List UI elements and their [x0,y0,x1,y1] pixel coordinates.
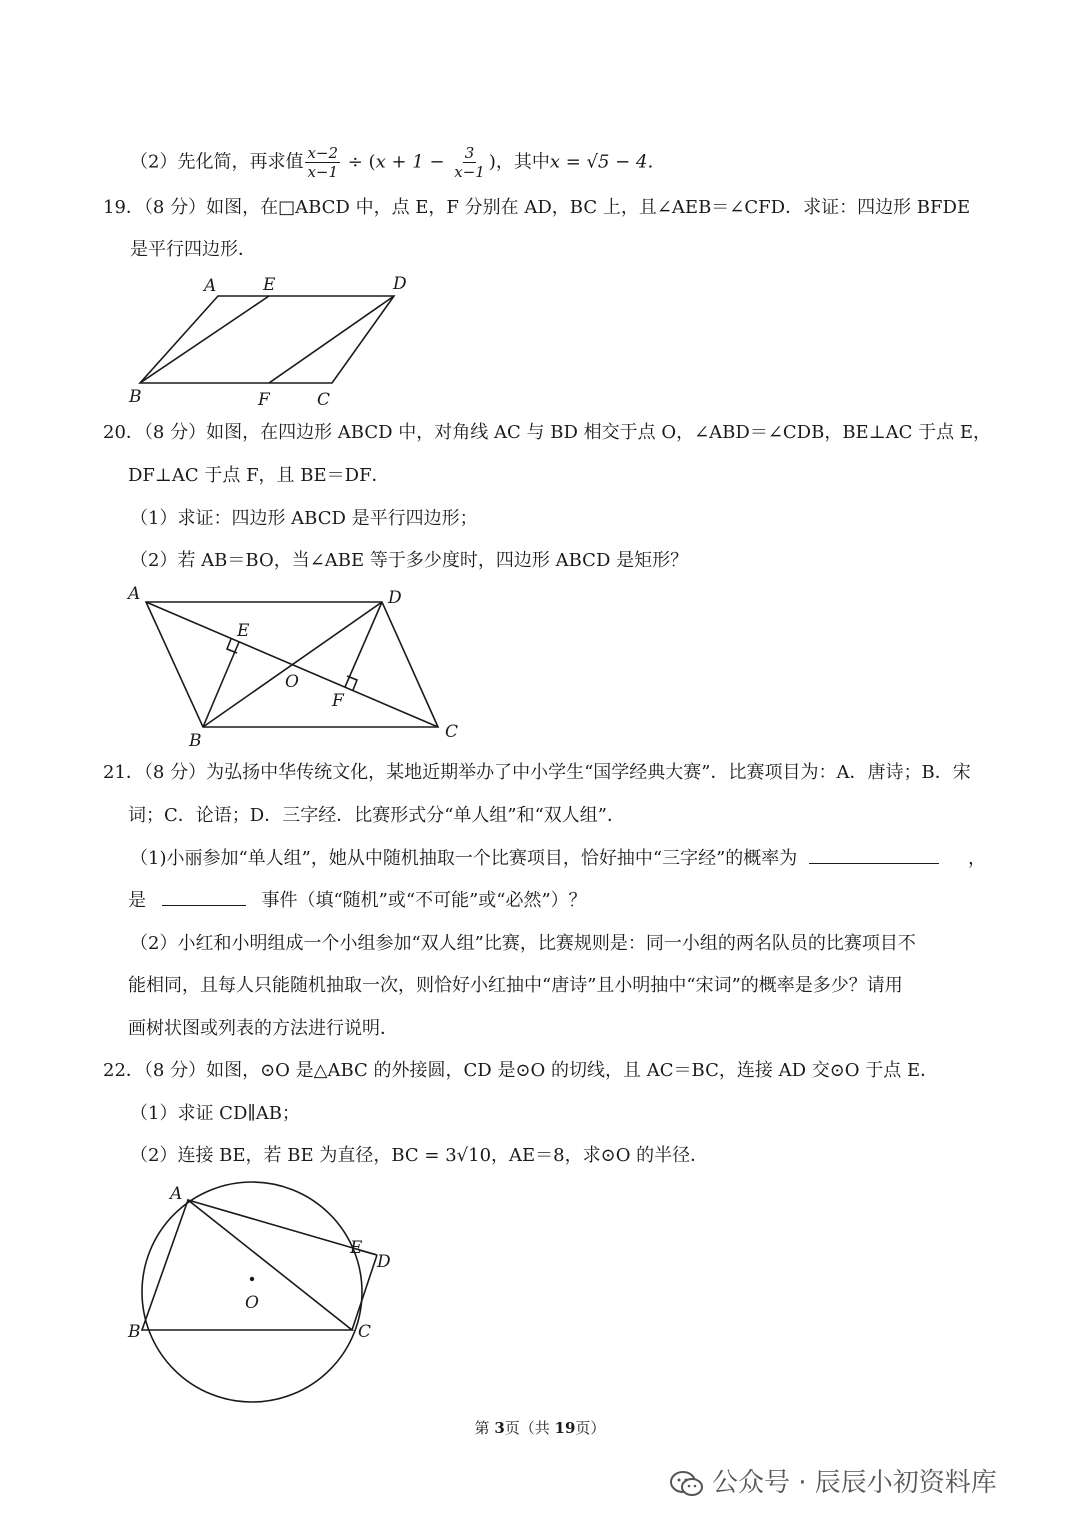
watermark-text: 公众号 · 辰辰小初资料库 [712,1468,997,1498]
label-e: E [237,621,250,641]
label-d: D [393,274,407,294]
label-a: A [204,276,217,296]
label-e: E [263,275,276,295]
q21-line3: （1)小丽参加“单人组”，她从中随机抽取一个比赛项目，恰好抽中“三字经”的概率为 [130,846,939,872]
q21-line7: 画树状图或列表的方法进行说明． [128,1018,398,1039]
page-number: 3 [494,1419,505,1437]
q20-figure [120,580,480,750]
label-d: D [377,1252,391,1272]
circle-o [142,1182,362,1402]
label-a: A [170,1184,183,1204]
q20-line3: （1）求证：四边形 ABCD 是平行四边形； [130,508,478,529]
q21-line1: 21．（8 分）为弘扬中华传统文化，某地近期举办了中小学生“国学经典大赛”．比赛项目为：A．唐诗；B．宋 [103,762,971,783]
q22-line3: （2）连接 BE，若 BE 为直径，BC = 3√10，AE＝8，求⊙O 的半径． [130,1145,709,1166]
label-f: F [258,390,270,410]
q22-line1: 22．（8 分）如图，⊙O 是△ABC 的外接圆，CD 是⊙O 的切线，且 AC＝BC，连接 AD 交⊙O 于点 E． [103,1060,939,1081]
segment-be [140,296,269,383]
q21-line2: 词；C．论语；D．三字经．比赛形式分“单人组”和“双人组”． [128,805,626,826]
fraction-1: $\frac{x-2}{x-1}$ [307,144,339,181]
label-c: C [445,722,459,742]
label-c: C [358,1322,372,1342]
q20-line2: DF⊥AC 于点 F，且 BE＝DF． [128,465,390,486]
q19-line2: 是平行四边形． [130,239,256,260]
parallelogram-abcd [140,296,394,383]
label-b: B [128,1322,141,1342]
q18-part2: （2）先化简，再求值 $\frac{x-2}{x-1}$ ÷ (x + 1 − $\frac{3}{x-1}$ )，其中x = √5 − 4． [130,144,666,181]
segment-ad [188,1200,377,1255]
wechat-icon [670,1470,704,1498]
q21-line5: （2）小红和小明组成一个小组参加“双人组”比赛，比赛规则是：同一小组的两名队员的比赛项目不 [130,933,916,954]
fraction-2: $\frac{3}{x-1}$ [454,144,485,181]
label-b: B [189,731,202,751]
q19-figure [120,270,420,410]
q21-line6: 能相同，且每人只能随机抽取一次，则恰好小红抽中“唐诗”且小明抽中“宋词”的概率是多少？请用 [128,975,903,996]
label-a: A [128,584,141,604]
label-f: F [332,691,344,711]
label-d: D [388,588,402,608]
watermark [670,1462,997,1499]
q21-line4: 是 事件（填“随机”或“不可能”或“必然”）？ [128,890,587,911]
segment-fd [269,296,394,383]
q22-line2: （1）求证 CD∥AB； [130,1103,300,1124]
label-e: E [350,1238,363,1258]
page-footer: 第 3页（共 19页） [474,1419,606,1437]
label-b: B [129,387,142,407]
answer-blank-probability[interactable] [809,863,939,864]
center-dot [250,1277,254,1281]
q21-line3-end: ， [968,848,986,869]
q19-line1: 19．（8 分）如图，在□ABCD 中，点 E，F 分别在 AD，BC 上，且∠AEB＝∠CFD．求证：四边形 BFDE [103,197,971,218]
answer-blank-event-type[interactable] [162,905,246,906]
label-o: O [245,1293,259,1313]
q20-line1: 20．（8 分）如图，在四边形 ABCD 中，对角线 AC 与 BD 相交于点 O，∠ABD＝∠CDB，BE⊥AC 于点 E， [103,422,991,443]
q20-line4: （2）若 AB＝BO，当∠ABE 等于多少度时，四边形 ABCD 是矩形？ [130,550,689,571]
label-o: O [285,672,299,692]
segment-cd [352,1255,377,1330]
label-c: C [317,390,331,410]
page-total: 19 [554,1419,576,1437]
q22-figure [120,1175,410,1400]
